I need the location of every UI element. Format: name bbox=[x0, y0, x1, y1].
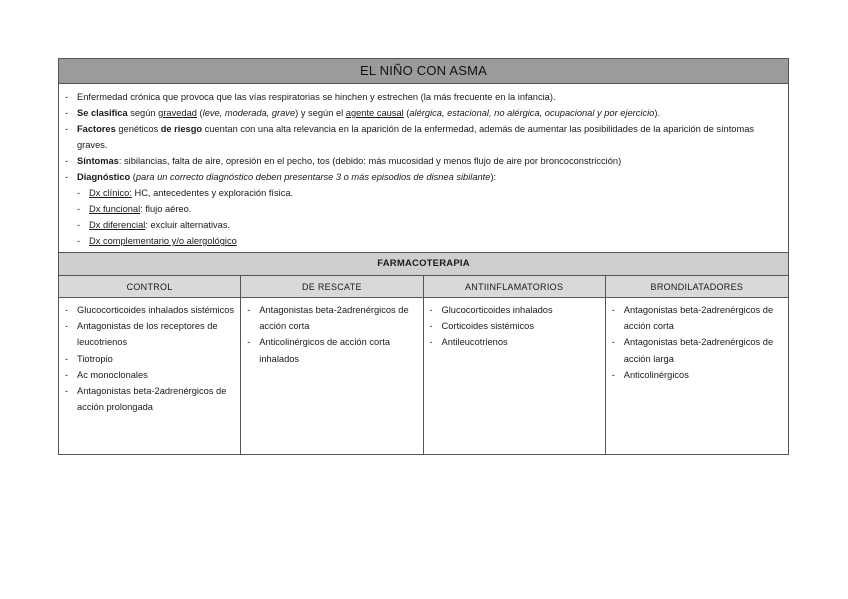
column-body-rescue bbox=[241, 298, 423, 454]
column-header-control: CONTROL bbox=[59, 276, 241, 298]
dx-differential-item: - Dx diferencial: excluir alternativas. bbox=[65, 217, 782, 233]
list-item: - Antagonistas beta-2adrenérgicos de acción prolongada bbox=[65, 383, 234, 415]
list-item: - Glucocorticoides inhalados sistémicos bbox=[65, 302, 234, 318]
rescue-list bbox=[247, 302, 416, 367]
page-title: EL NIÑO CON ASMA bbox=[59, 59, 788, 84]
risk-factors-item: - Factores genéticos de riesgo cuentan con una alta relevancia en la aparición de la enfermedad, además de aumentar las posibilidades de la aparición de síntomas graves. bbox=[65, 121, 782, 153]
dx-complementary-item: - Dx complementario y/o alergológico bbox=[65, 233, 782, 249]
asthma-summary-card bbox=[58, 58, 789, 455]
definition-item: - Enfermedad crónica que provoca que las vías respiratorias se hinchen y estrechen (la más frecuente en la infancia). bbox=[65, 89, 782, 105]
bronchodilators-list bbox=[612, 302, 782, 383]
column-body-antiinflammatory bbox=[424, 298, 606, 454]
intro-list bbox=[65, 89, 782, 249]
intro-section bbox=[59, 84, 788, 253]
list-item: - Corticoides sistémicos bbox=[430, 318, 599, 334]
pharmacotherapy-table bbox=[59, 276, 788, 454]
list-item: - Anticolinérgicos de acción corta inhalados bbox=[247, 334, 416, 366]
dx-functional-item: - Dx funcional: flujo aéreo. bbox=[65, 201, 782, 217]
symptoms-item: - Síntomas: sibilancias, falta de aire, opresión en el pecho, tos (debido: más mucosidad y menos flujo de aire por broncoconstricción) bbox=[65, 153, 782, 169]
antiinflammatory-list bbox=[430, 302, 599, 351]
list-item: - Antagonistas beta-2adrenérgicos de acción larga bbox=[612, 334, 782, 366]
dx-clinical-item: - Dx clínico: HC, antecedentes y exploración física. bbox=[65, 185, 782, 201]
list-item: - Antileucotrienos bbox=[430, 334, 599, 350]
list-item: - Anticolinérgicos bbox=[612, 367, 782, 383]
classification-item: - Se clasifica según gravedad (leve, moderada, grave) y según el agente causal (alérgica, estacional, no alérgica, ocupacional y por ejercicio). bbox=[65, 105, 782, 121]
column-body-control bbox=[59, 298, 241, 454]
column-header-antiinflammatory: ANTIINFLAMATORIOS bbox=[424, 276, 606, 298]
pharmacotherapy-heading: FARMACOTERAPIA bbox=[59, 253, 788, 276]
column-header-bronchodilators: BRONDILATADORES bbox=[606, 276, 788, 298]
list-item: - Glucocorticoides inhalados bbox=[430, 302, 599, 318]
list-item: - Ac monoclonales bbox=[65, 367, 234, 383]
list-item: - Tiotropio bbox=[65, 351, 234, 367]
column-header-rescue: DE RESCATE bbox=[241, 276, 423, 298]
list-item: - Antagonistas de los receptores de leucotrienos bbox=[65, 318, 234, 350]
diagnosis-item: - Diagnóstico (para un correcto diagnóstico deben presentarse 3 o más episodios de disnea sibilante): bbox=[65, 169, 782, 185]
list-item: - Antagonistas beta-2adrenérgicos de acción corta bbox=[247, 302, 416, 334]
control-list bbox=[65, 302, 234, 415]
list-item: - Antagonistas beta-2adrenérgicos de acción corta bbox=[612, 302, 782, 334]
column-body-bronchodilators bbox=[606, 298, 788, 454]
